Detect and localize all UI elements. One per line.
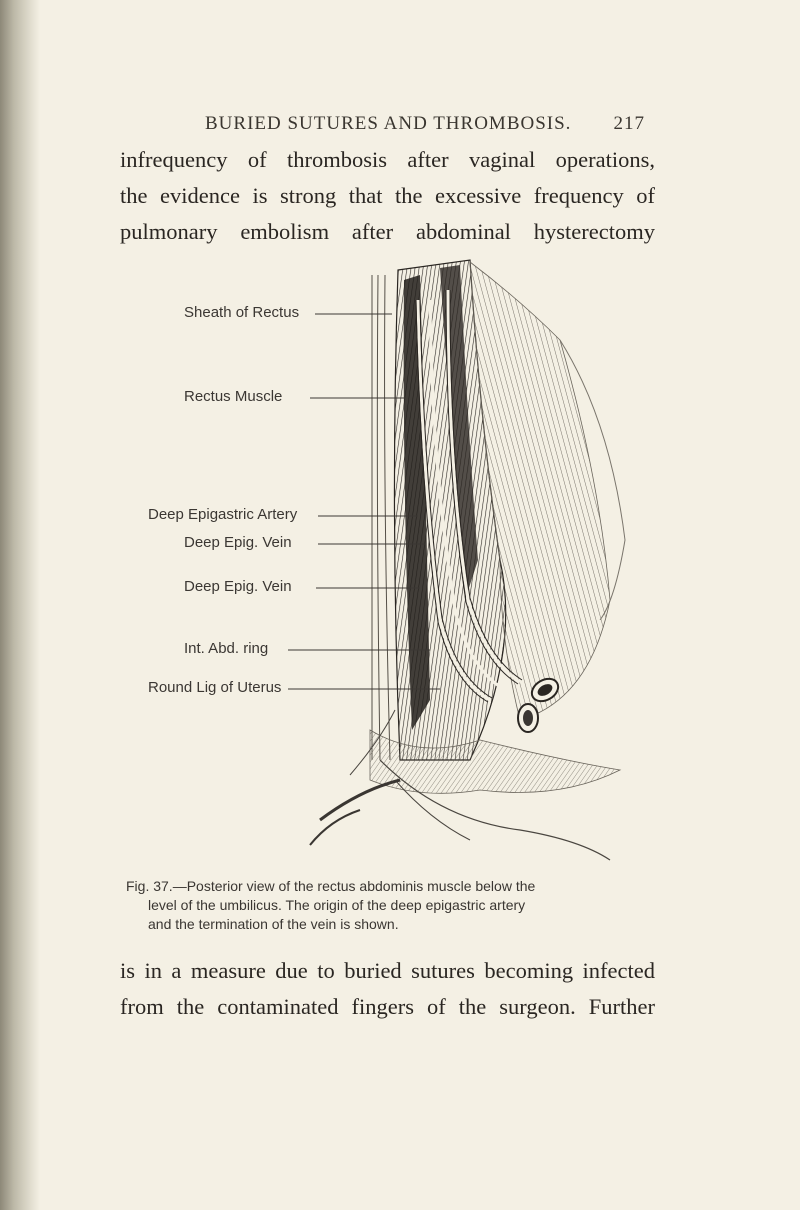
body-text-bottom xyxy=(120,953,655,1025)
text-line: from the contaminated fingers of the surgeon. Further xyxy=(120,994,655,1019)
text-line: the evidence is strong that the excessive frequency of xyxy=(120,183,655,208)
label-int-abd-ring: Int. Abd. ring xyxy=(184,640,269,657)
text-line: pulmonary embolism after abdominal hysterectomy xyxy=(120,219,655,244)
figure-caption xyxy=(126,877,656,934)
caption-line: level of the umbilicus. The origin of the deep epigastric artery xyxy=(148,897,526,913)
caption-line: Fig. 37.—Posterior view of the rectus abdominis muscle below the xyxy=(126,878,536,894)
label-rectus-muscle: Rectus Muscle xyxy=(184,388,283,405)
label-deep-epig-vein-1: Deep Epig. Vein xyxy=(184,534,292,551)
label-sheath-of-rectus: Sheath of Rectus xyxy=(184,304,300,321)
label-deep-epigastric-artery: Deep Epigastric Artery xyxy=(148,506,298,523)
label-round-lig-of-uterus: Round Lig of Uterus xyxy=(148,679,282,696)
label-deep-epig-vein-2: Deep Epig. Vein xyxy=(184,578,292,595)
text-line: infrequency of thrombosis after vaginal operations, xyxy=(120,147,655,172)
page-number: 217 xyxy=(613,113,645,134)
caption-line: and the termination of the vein is shown. xyxy=(148,916,399,932)
rectus-sheath xyxy=(372,275,390,760)
text-line: is in a measure due to buried sutures becoming infected xyxy=(120,958,655,983)
running-title: BURIED SUTURES AND THROMBOSIS. xyxy=(205,113,572,134)
